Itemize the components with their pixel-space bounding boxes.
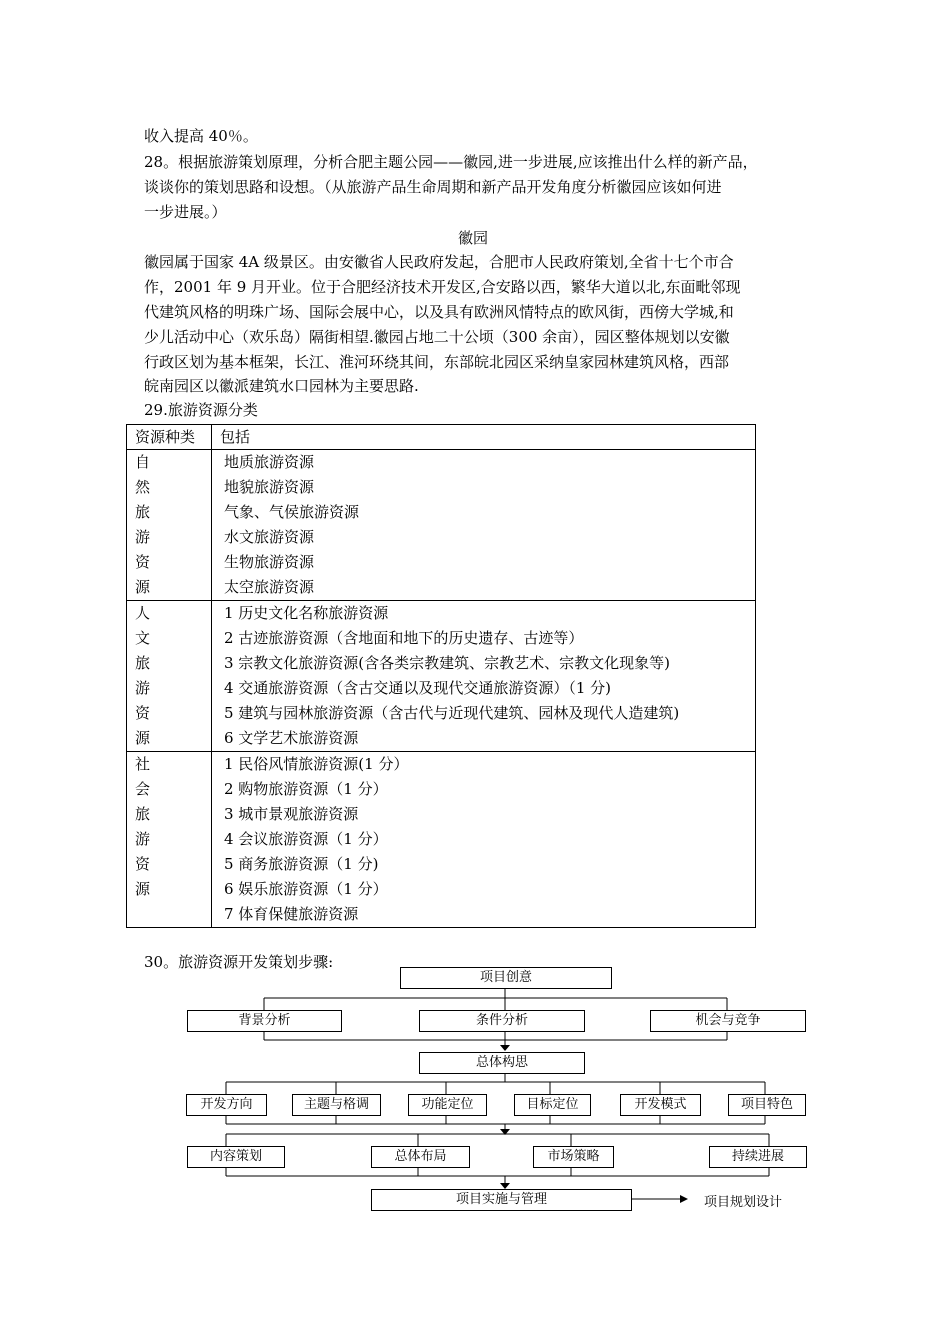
list-item: 地貌旅游资源 [224, 478, 315, 496]
header-includes: 包括 [212, 425, 756, 450]
flow-step-middle: 总体构思 [419, 1052, 585, 1074]
q28-line-2: 谈谈你的策划思路和设想。（从旅游产品生命周期和新产品开发角度分析徽园应该如何进 [144, 178, 722, 196]
list-item: 气象、气侯旅游资源 [224, 503, 360, 521]
flow-step-row2-1: 开发方向 [186, 1094, 267, 1116]
list-item: 3 城市景观旅游资源 [224, 805, 359, 823]
flow-step-row2-2: 主题与格调 [292, 1094, 381, 1116]
huiyuan-line-1: 徽园属于国家 4A 级景区。由安徽省人民政府发起，合肥市人民政府策划,全省十七个市合 [144, 253, 734, 271]
category-social: 社 会 旅 游 资 源 [127, 752, 212, 928]
huiyuan-line-3: 代建筑风格的明珠广场、国际会展中心，以及具有欧洲风情特点的欧风街，西傍大学城,和 [144, 303, 734, 321]
huiyuan-line-5: 行政区划为基本框架，长江、淮河环绕其间，东部皖北园区采纳皇家园林建筑风格，西部 [144, 353, 730, 371]
flow-output-label: 项目规划设计 [704, 1195, 783, 1210]
q28-line-1: 28。根据旅游策划原理，分析合肥主题公园——徽园,进一步进展,应该推出什么样的新产品， [144, 153, 758, 171]
header-category: 资源种类 [127, 425, 212, 450]
q28-line-3: 一步进展。） [144, 203, 227, 221]
list-item: 7 体育保健旅游资源 [224, 905, 359, 923]
list-item: 地质旅游资源 [224, 453, 315, 471]
flow-step-row2-3: 功能定位 [408, 1094, 487, 1116]
list-item: 2 古迹旅游资源（含地面和地下的历史遗存、古迹等） [224, 629, 584, 647]
list-item: 太空旅游资源 [224, 578, 315, 596]
category-cultural: 人 文 旅 游 资 源 [127, 601, 212, 752]
flow-step-row3-2: 总体布局 [371, 1146, 470, 1168]
huiyuan-title: 徽园 [458, 229, 489, 247]
list-item: 3 宗教文化旅游资源(含各类宗教建筑、宗教艺术、宗教文化现象等) [224, 654, 671, 672]
list-item: 5 建筑与园林旅游资源（含古代与近现代建筑、园林及现代人造建筑) [224, 704, 680, 722]
flow-step-row2-4: 目标定位 [514, 1094, 591, 1116]
list-item: 水文旅游资源 [224, 528, 315, 546]
list-item: 6 文学艺术旅游资源 [224, 729, 359, 747]
list-item: 6 娱乐旅游资源（1 分） [224, 880, 388, 898]
flow-step-row2-6: 项目特色 [728, 1094, 806, 1116]
list-item: 1 历史文化名称旅游资源 [224, 604, 389, 622]
flow-step-row1-1: 背景分析 [187, 1010, 342, 1032]
list-item: 4 交通旅游资源（含古交通以及现代交通旅游资源）（1 分) [224, 679, 611, 697]
flow-step-row3-3: 市场策略 [533, 1146, 614, 1168]
intro-line: 收入提高 40％。 [144, 127, 258, 145]
list-item: 生物旅游资源 [224, 553, 315, 571]
list-item: 1 民俗风情旅游资源(1 分） [224, 755, 409, 773]
huiyuan-line-4: 少儿活动中心（欢乐岛）隔街相望.徽园占地二十公顷（300 余亩），园区整体规划以安徽 [144, 328, 730, 346]
flow-step-row1-2: 条件分析 [419, 1010, 585, 1032]
flow-step-row2-5: 开发模式 [620, 1094, 701, 1116]
huiyuan-line-6: 皖南园区以徽派建筑水口园林为主要思路. [144, 377, 419, 395]
flow-step-row3-1: 内容策划 [187, 1146, 285, 1168]
q30-title: 30。旅游资源开发策划步骤: [144, 953, 334, 971]
q29-title: 29.旅游资源分类 [144, 401, 258, 419]
category-natural: 自 然 旅 游 资 源 [127, 450, 212, 601]
flow-step-row1-3: 机会与竞争 [650, 1010, 806, 1032]
list-item: 5 商务旅游资源（1 分) [224, 855, 379, 873]
flow-step-bottom: 项目实施与管理 [371, 1189, 632, 1211]
list-item: 4 会议旅游资源（1 分） [224, 830, 388, 848]
flow-step-top: 项目创意 [400, 967, 612, 989]
list-item: 2 购物旅游资源（1 分） [224, 780, 388, 798]
flow-step-row3-4: 持续进展 [709, 1146, 807, 1168]
huiyuan-line-2: 作，2001 年 9 月开业。位于合肥经济技术开发区,合安路以西，繁华大道以北,东面毗邻现 [144, 278, 741, 296]
